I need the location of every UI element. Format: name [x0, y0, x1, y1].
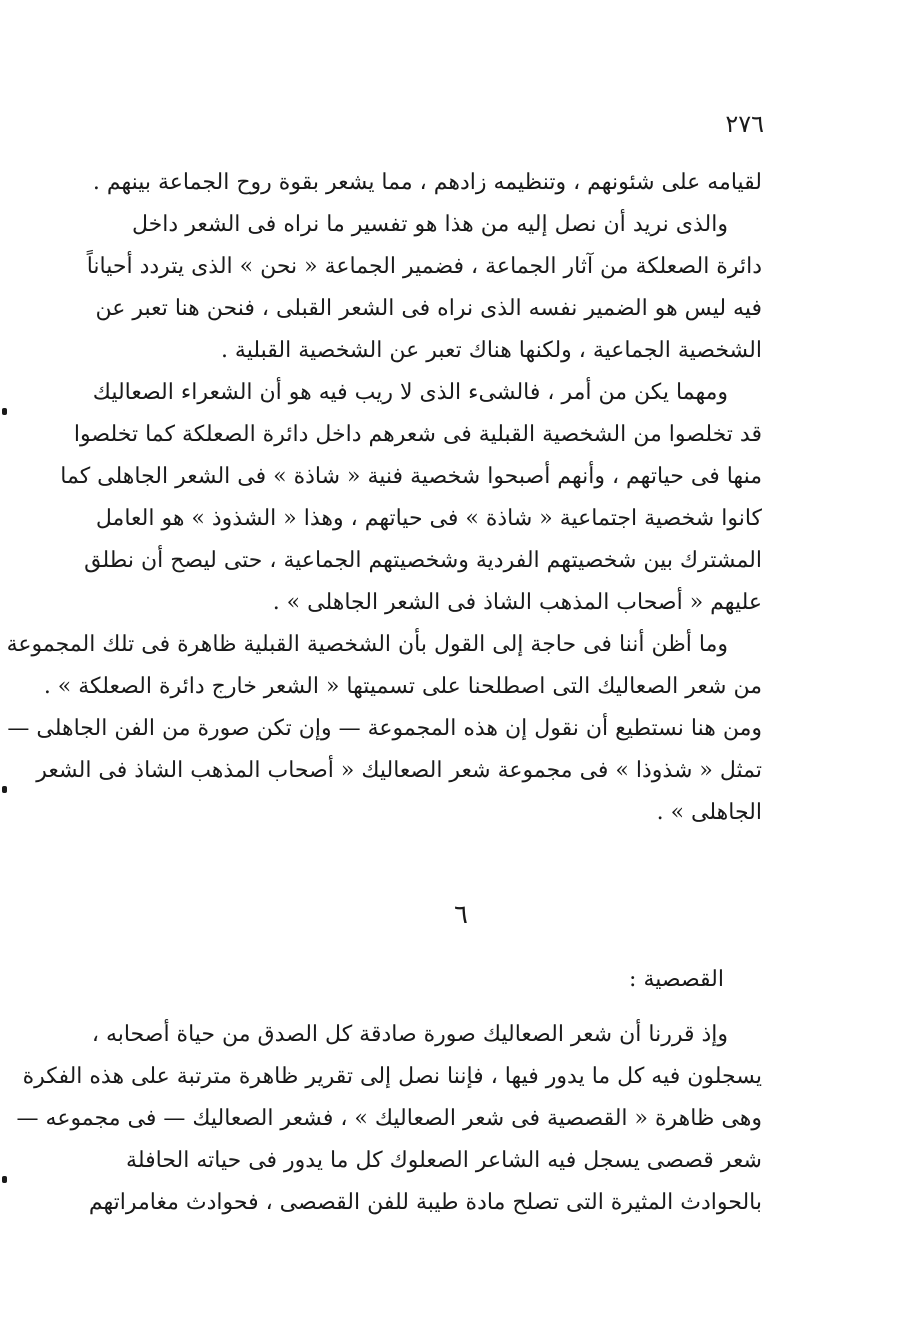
- text-line: منها فى حياتهم ، وأنهم أصبحوا شخصية فنية « شاذة » فى الشعر الجاهلى كما: [60, 464, 762, 489]
- text-line: تمثل « شذوذا » فى مجموعة شعر الصعاليك « أصحاب المذهب الشاذ فى الشعر: [36, 758, 762, 783]
- text-line: وإذ قررنا أن شعر الصعاليك صورة صادقة كل الصدق من حياة أصحابه ،: [91, 1022, 728, 1047]
- text-line: قد تخلصوا من الشخصية القبلية فى شعرهم داخل دائرة الصعلكة كما تخلصوا: [73, 422, 762, 447]
- text-line: من شعر الصعاليك التى اصطلحنا على تسميتها « الشعر خارج دائرة الصعلكة » .: [43, 674, 762, 699]
- text-line: يسجلون فيه كل ما يدور فيها ، فإننا نصل إلى تقرير ظاهرة مترتبة على هذه الفكرة: [22, 1064, 762, 1089]
- text-line: فيه ليس هو الضمير نفسه الذى نراه فى الشعر القبلى ، فنحن هنا تعبر عن: [95, 296, 762, 321]
- scan-edge-mark: [2, 1176, 7, 1183]
- text-line: شعر قصصى يسجل فيه الشاعر الصعلوك كل ما يدور فى حياته الحافلة: [126, 1148, 762, 1173]
- text-line: وما أظن أننا فى حاجة إلى القول بأن الشخصية القبلية ظاهرة فى تلك المجموعة: [6, 632, 728, 657]
- text-line: عليهم « أصحاب المذهب الشاذ فى الشعر الجاهلى » .: [272, 590, 762, 615]
- page-number: ٢٧٦: [725, 110, 764, 138]
- text-line: الجاهلى » .: [656, 800, 762, 825]
- scan-edge-mark: [2, 408, 7, 415]
- text-line: ومن هنا نستطيع أن نقول إن هذه المجموعة — وإن تكن صورة من الفن الجاهلى —: [7, 716, 762, 741]
- text-line: كانوا شخصية اجتماعية « شاذة » فى حياتهم ، وهذا « الشذوذ » هو العامل: [95, 506, 762, 531]
- body-text-top: [6, 162, 762, 834]
- text-line: بالحوادث المثيرة التى تصلح مادة طيبة للفن القصصى ، فحوادث مغامراتهم: [88, 1190, 762, 1215]
- text-line: ومهما يكن من أمر ، فالشىء الذى لا ريب فيه هو أن الشعراء الصعاليك: [92, 380, 728, 405]
- text-line: وهى ظاهرة « القصصية فى شعر الصعاليك » ، فشعر الصعاليك — فى مجموعه —: [16, 1106, 762, 1131]
- section-number: ٦: [454, 900, 468, 930]
- scan-edge-mark: [2, 786, 7, 793]
- body-text-bottom: [16, 1014, 762, 1224]
- text-line: دائرة الصعلكة من آثار الجماعة ، فضمير الجماعة « نحن » الذى يتردد أحياناً: [86, 254, 762, 279]
- text-line: المشترك بين شخصيتهم الفردية وشخصيتهم الجماعية ، حتى ليصح أن نطلق: [84, 548, 762, 573]
- section-heading: القصصية :: [629, 967, 724, 992]
- text-line: الشخصية الجماعية ، ولكنها هناك تعبر عن الشخصية القبلية .: [220, 338, 762, 363]
- text-line: لقيامه على شئونهم ، وتنظيمه زادهم ، مما يشعر بقوة روح الجماعة بينهم .: [92, 170, 762, 195]
- text-line: والذى نريد أن نصل إليه من هذا هو تفسير ما نراه فى الشعر داخل: [132, 212, 728, 237]
